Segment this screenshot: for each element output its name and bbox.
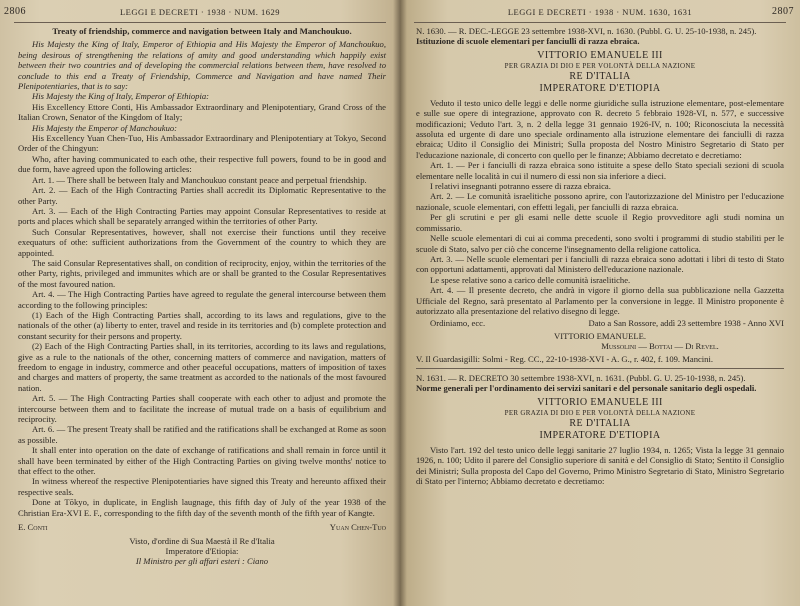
- minister-signatures: Mussolini — Bottai — Di Revel.: [601, 341, 719, 352]
- treaty-paragraph: (2) Each of the High Contracting Parties shall, in its territories, according to its laws and regulations, give as a rule to the nationals of the other, concerning matters of commerce and navigation, matters of freedom to engage in industry, commerce and other peaceful occupations, matters of imposition of taxes and charges and matters of property, the same treatment as accorded to the nationals of the most favoured nation.: [18, 341, 386, 393]
- treaty-article: Art. 6. — The present Treaty shall be ratified and the ratifications shall be exchanged at Rome as soon as possible.: [18, 424, 386, 445]
- king-name: VITTORIO EMANUELE III: [537, 396, 663, 408]
- treaty-paragraph: (1) Each of the High Contracting Parties shall, according to its laws and regulations, give to the nationals of the other (a) liberty to enter, travel and reside in its territories and (b) complete protection and constant security for their persons and property.: [18, 309, 386, 341]
- guardasigilli-line: V. Il Guardasigilli: Solmi - Reg. CC., 22-10-1938-XVI - A. G., r. 402, f. 109. Mancini.: [416, 353, 714, 364]
- treaty-paragraph: His Excellency Yuan Chen-Tuo, His Ambassador Extraordinary and Plenipotentiary at Tokyo, Second Order of the Chingyun:: [18, 133, 386, 154]
- treaty-paragraph: His Excellency Ettore Conti, His Ambassador Extraordinary and Plenipotentiary, Grand Cross of the Italian Crown, Senator of the Kingdom of Italy;: [18, 101, 386, 123]
- left-running-head: LEGGI E DECRETI · 1938 · NUM. 1629: [119, 7, 281, 17]
- re-italia: RE D'ITALIA: [569, 417, 631, 429]
- ordiniamo: Ordiniamo, ecc.: [430, 318, 486, 329]
- decree-1631-preamble: Visto l'art. 192 del testo unico delle leggi sanitarie 27 luglio 1934, n. 1265; Vista la legge 31 gennaio 1926, n. 100; Udito il parere del Consiglio superiore di sanità e del Consiglio di Stato; Sentito il Consiglio dei Ministri; Sulla proposta del Capo del Governo, Primo Ministro Segretario di Stato, Ministro Segretario di Stato per l'interno; Abbiamo decretato e decretiamo:: [416, 444, 784, 486]
- right-page-number: 2807: [772, 6, 794, 17]
- treaty-article: Art. 4. — The High Contracting Parties have agreed to regulate the general intercourse between them according to the following principles:: [18, 289, 386, 310]
- treaty-article: Art. 2. — Each of the High Contracting Parties shall accredit its Diplomatic Representative to the other Party.: [18, 185, 386, 206]
- treaty-article: Art. 5. — The High Contracting Parties shall cooperate with each other to adjust and promote the intercourse between them and to facilitate the increase of mutual trade on a basis of equilibrium and reciprocity.: [18, 393, 386, 425]
- signature-yuan: Yuan Chen-Tuo: [329, 522, 386, 533]
- decree-paragraph: Veduto il testo unico delle leggi e delle norme giuridiche sulla istruzione elementare, post-elementare e sulle sue opere di integrazione, approvato con R. decreto 5 febbraio 1928-VI, n. 577, e successive modificazioni; Veduto l'art. 3, n. 2 della legge 31 gennaio 1926-IV, n. 100; Riconosciuta la necessità assoluta ed urgente di dare uno speciale ordinamento alla istruzione elementare dei fanciulli di razza ebraica; Udito il Consiglio dei Ministri; Sulla proposta del Nostro Ministro Segretario di Stato per l'educazione nazionale, di concerto con quello per le finanze; Abbiamo decretato e decretiamo:: [416, 97, 784, 160]
- treaty-paragraph: His Majesty the Emperor of Manchoukuo:: [32, 122, 178, 133]
- imperatore-etiopia: IMPERATORE D'ETIOPIA: [539, 429, 661, 441]
- left-page-number: 2806: [4, 6, 26, 17]
- treaty-paragraph: His Majesty the King of Italy, Emperor of Ethiopia:: [32, 91, 210, 102]
- treaty-paragraph: Such Consular Representatives, however, shall not exercise their functions until they receive exequaturs of othe: sufficient authorizations from the Government of the country to which they are appointed.: [18, 226, 386, 258]
- decree-article: Art. 1. — Per i fanciulli di razza ebraica sono istituite a spese dello Stato speciali sezioni di scuola elementare nelle località in cui il numero di essi non sia inferiore a dieci.: [416, 160, 784, 181]
- treaty-paragraph: It shall enter into operation on the date of exchange of ratifications and shall remain in force until it shall have been terminated by either of the High Contracting Parties on giving twelve months' notice to that effect to the other.: [18, 445, 386, 477]
- decree-1631-heading: N. 1631. — R. DECRETO 30 settembre 1938-XVI, n. 1631. (Pubbl. G. U. 25-10-1938, n. 245).: [416, 372, 746, 383]
- decree-1631-title: Norme generali per l'ordinamento dei servizi sanitari e del personale sanitario degli ospedali.: [416, 383, 757, 394]
- king-signature: VITTORIO EMANUELE.: [554, 330, 646, 341]
- right-running-head: LEGGI E DECRETI · 1938 · NUM. 1630, 1631: [507, 7, 693, 17]
- right-page-header: [400, 6, 800, 20]
- decree-paragraph: I relativi insegnanti potranno essere di razza ebraica.: [430, 181, 611, 192]
- decree-article: Art. 2. — Le comunità israelitiche possono aprire, con l'autorizzazione del Ministro per l'educazione nazionale, scuole elementari, con effetti legali, per fanciulli di razza ebraica.: [416, 191, 784, 212]
- section-divider: [416, 368, 784, 369]
- visto-line-2: Imperatore d'Etiopia:: [165, 545, 239, 556]
- left-page-header: [0, 6, 400, 20]
- grazia-line: PER GRAZIA DI DIO E PER VOLONTÀ DELLA NAZIONE: [504, 61, 696, 70]
- signature-conti: E. Conti: [18, 522, 48, 533]
- decree-paragraph: Per gli scrutini e per gli esami nelle dette scuole il Regio provveditore agli studi nomina un commissario.: [416, 212, 784, 233]
- re-italia: RE D'ITALIA: [569, 70, 631, 82]
- dato: Dato a San Rossore, addì 23 settembre 1938 - Anno XVI: [588, 318, 784, 329]
- decree-article: Art. 3. — Nelle scuole elementari per i fanciulli di razza ebraica sono adottati i libri di testo di Stato con opportuni adattamenti, approvati dal Ministero dell'educazione nazionale.: [416, 253, 784, 275]
- decree-paragraph: Le spese relative sono a carico delle comunità israelitiche.: [430, 274, 631, 285]
- decree-1630-heading: N. 1630. — R. DEC.-LEGGE 23 settembre 1938-XVI, n. 1630. (Pubbl. G. U. 25-10-1938, n. 245).: [416, 26, 757, 36]
- dato-line: [416, 318, 784, 328]
- treaty-paragraph: Done at Tōkyo, in duplicate, in English laugnage, this fifth day of July of the year 1938 of the Christian Era-XVI E. F., corresponding to the fifth day of the seventh month of the fifth year of Kangte.: [18, 497, 386, 518]
- treaty-paragraph: The said Consular Representatives shall, on condition of reciprocity, enjoy, within the territories of the other Party, rights, privileged and immunites which are or shall be granted to the Cosular Representatives of the most favoured nation.: [18, 257, 386, 289]
- imperatore-etiopia: IMPERATORE D'ETIOPIA: [539, 82, 661, 94]
- treaty-paragraph: In witness whereof the respective Plenipotentiaries have signed this Treaty and hereunto affixed their respective seals.: [18, 476, 386, 497]
- header-rule: [14, 22, 386, 23]
- signatures: [18, 522, 386, 532]
- grazia-line: PER GRAZIA DI DIO E PER VOLONTÀ DELLA NAZIONE: [504, 408, 696, 417]
- right-page: [400, 0, 800, 606]
- treaty-article: Art. 3. — Each of the High Contracting Parties may appoint Consular Representatives to reside at ports and places which shall be separately arranged within the territories of other Party.: [18, 205, 386, 227]
- decree-1630-title: Istituzione di scuole elementari per fanciulli di razza ebraica.: [416, 36, 640, 47]
- visto-line: Visto, d'ordine di Sua Maestà il Re d'Italia: [129, 535, 275, 546]
- treaty-article: Art. 1. — There shall be between Italy and Manchoukuo constant peace and perpetual friendship.: [32, 174, 367, 185]
- decree-article: Art. 4. — Il presente decreto, che andrà in vigore il giorno della sua pubblicazione nella Gazzetta Ufficiale del Regno, sarà presentato al Parlamento per la conversione in legge. Il Ministro proponente è autorizzato alla presentazione del relativo disegno di legge.: [416, 285, 784, 316]
- king-name: VITTORIO EMANUELE III: [537, 49, 663, 61]
- book-gutter: [393, 0, 407, 606]
- ministro-line: Il Ministro per gli affari esteri : Ciano: [135, 556, 269, 567]
- treaty-paragraph: Who, after having communicated to each othe, their respective full powers, found to be in good and due form, have agreed upon the following articles:: [18, 153, 386, 175]
- decree-paragraph: Nelle scuole elementari di cui ai comma precedenti, sono svolti i programmi di studio stabiliti per le scuole di Stato, salvo per ciò che concerne l'insegnamento della religione cattolica.: [416, 233, 784, 254]
- treaty-title: Treaty of friendship, commerce and navigation between Italy and Manchoukuo.: [52, 26, 352, 36]
- header-rule: [414, 22, 786, 23]
- treaty-paragraph: His Majesty the King of Italy, Emperor of Ethiopia and His Majesty the Emperor of Manchoukuo, being desirous of strengthening the relations of amity and good understanding which happily exist between their two countries and of developing the commercial relations between them, have resolved to conclude to this end a Treaty of Friendship, Commerce and Navigation and have named Their Plenipotentiaries, that is to say:: [18, 39, 386, 92]
